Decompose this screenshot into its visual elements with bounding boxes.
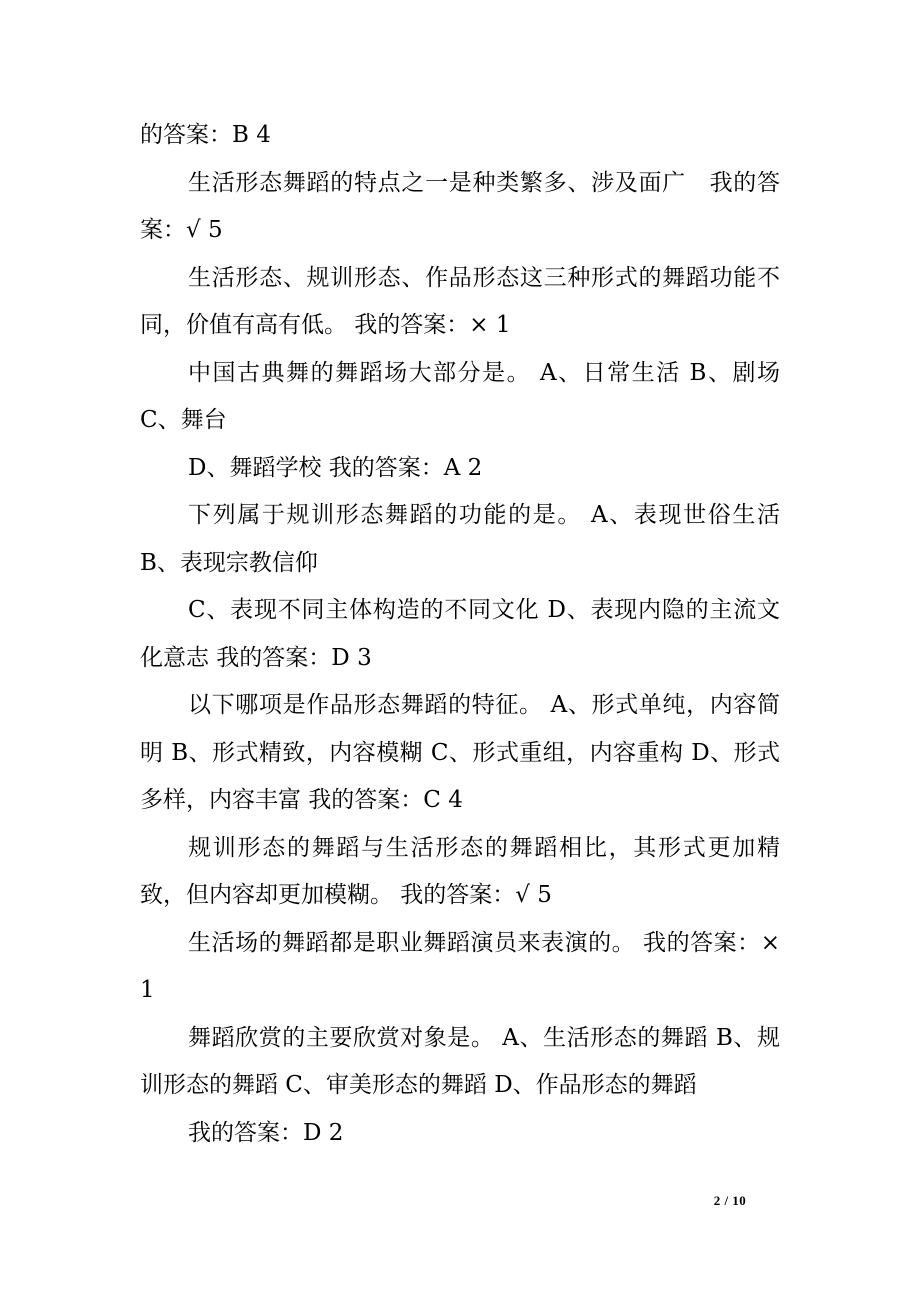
paragraph: C、表现不同主体构造的不同文化 D、表现内隐的主流文化意志 我的答案：D 3 (140, 597, 780, 671)
paragraph: 中国古典舞的舞蹈场大部分是。 A、日常生活 B、剧场 C、舞台 (140, 359, 780, 433)
paragraph: 的答案：B 4 (140, 122, 271, 148)
document-body (140, 112, 780, 1157)
paragraph: 生活形态舞蹈的特点之一是种类繁多、涉及面广 我的答案：√ 5 (140, 169, 780, 243)
paragraph: 生活场的舞蹈都是职业舞蹈演员来表演的。 我的答案：× 1 (140, 929, 780, 1003)
paragraph: D、舞蹈学校 我的答案：A 2 (188, 454, 483, 481)
paragraph: 舞蹈欣赏的主要欣赏对象是。 A、生活形态的舞蹈 B、规训形态的舞蹈 C、审美形态的舞蹈 D、作品形态的舞蹈 (140, 1024, 780, 1098)
paragraph: 以下哪项是作品形态舞蹈的特征。 A、形式单纯，内容简明 B、形式精致，内容模糊 C、形式重组，内容重构 D、形式多样，内容丰富 我的答案：C 4 (140, 692, 780, 813)
paragraph: 规训形态的舞蹈与生活形态的舞蹈相比，其形式更加精致，但内容却更加模糊。 我的答案：√ 5 (140, 834, 780, 908)
paragraph: 生活形态、规训形态、作品形态这三种形式的舞蹈功能不同，价值有高有低。 我的答案：× 1 (140, 264, 780, 338)
page-number: 2 / 10 (713, 1193, 747, 1208)
paragraph: 我的答案：D 2 (188, 1119, 344, 1146)
paragraph: 下列属于规训形态舞蹈的功能的是。 A、表现世俗生活 B、表现宗教信仰 (140, 502, 780, 576)
